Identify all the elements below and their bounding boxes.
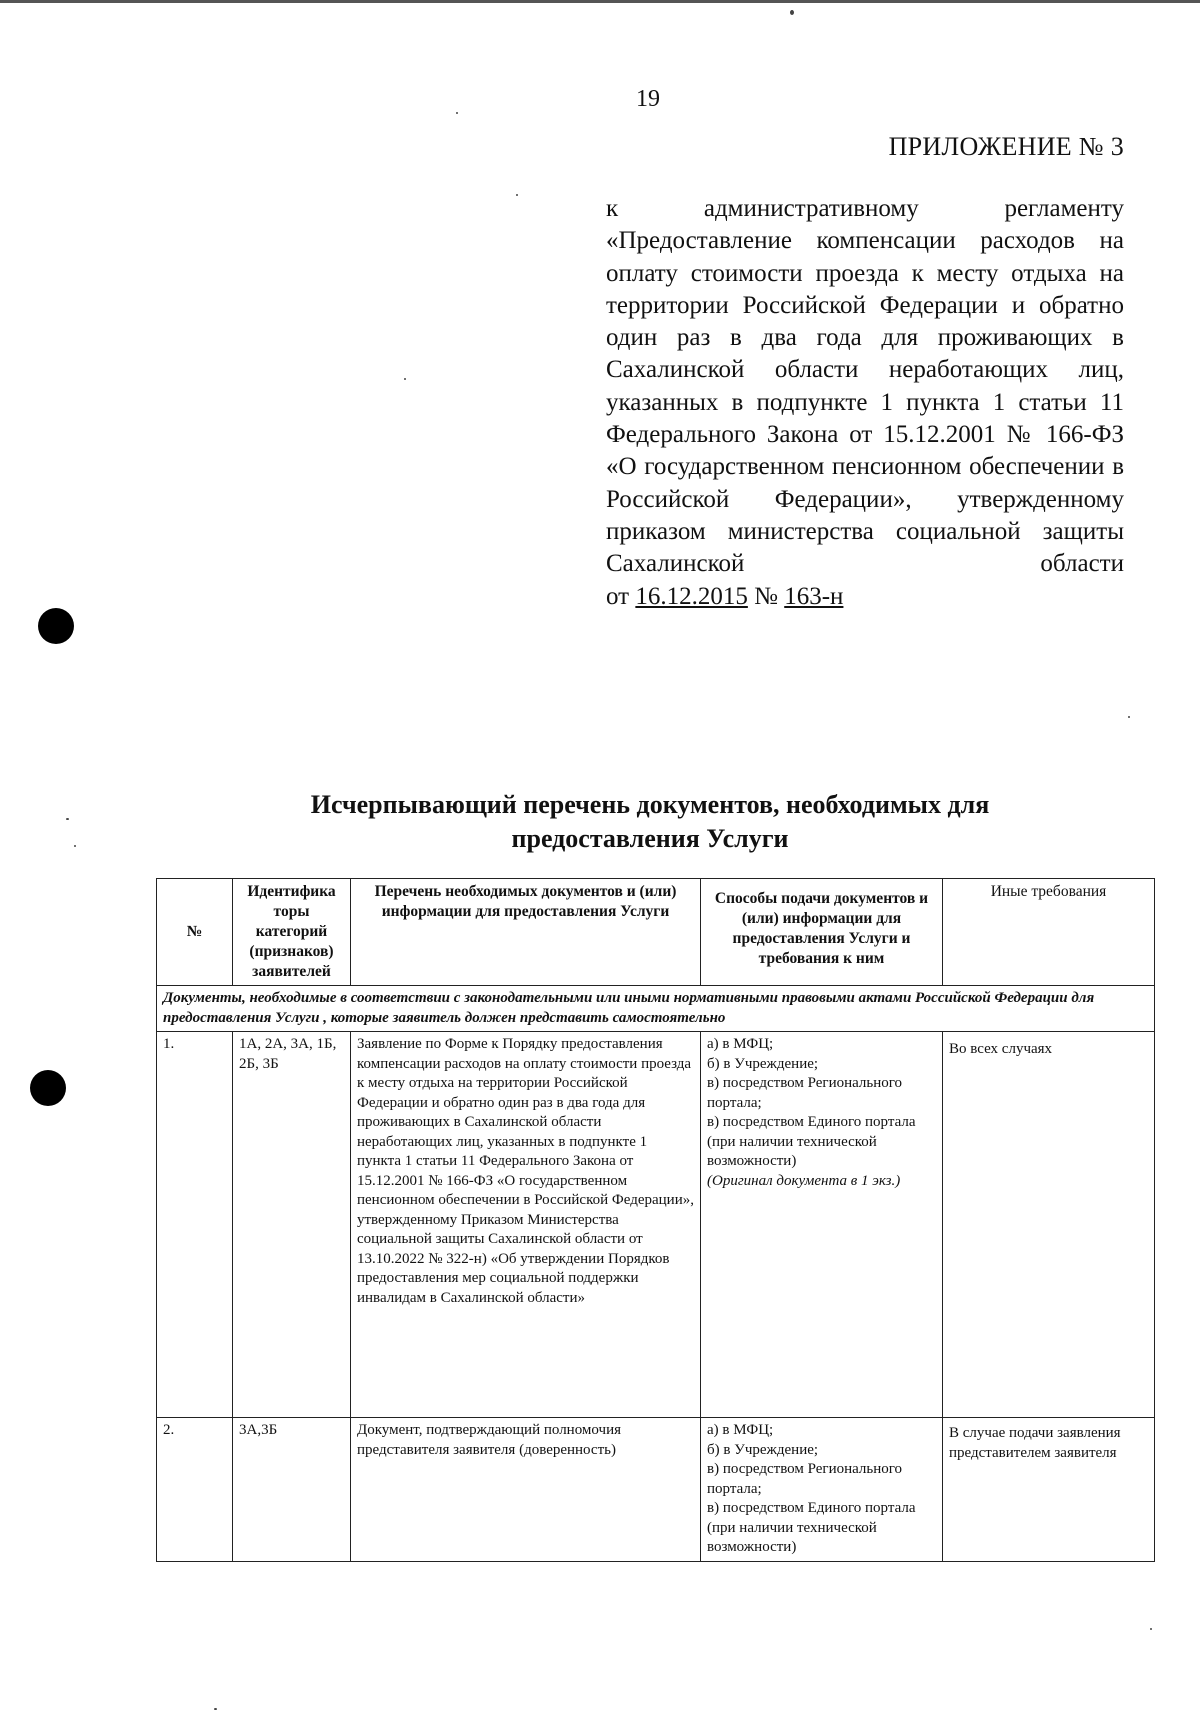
appendix-text [606,193,1124,613]
row-methods [701,1032,943,1418]
approval-date: 16.12.2015 [635,582,748,610]
row-other: Во всех случаях [943,1032,1155,1418]
scan-speck [516,194,518,196]
punch-hole [30,1070,66,1106]
table-header-row [157,879,1155,986]
row-number: 2. [157,1418,233,1562]
page-number: 19 [636,86,660,112]
header-identifiers: Идентифика торы категорий (признаков) заявителей [233,879,351,986]
row-methods-note: (Оригинал документа в 1 экз.) [707,1172,901,1189]
scan-speck [456,112,458,114]
scan-speck [66,818,69,820]
row-identifiers: 1А, 2А, 3А, 1Б, 2Б, 3Б [233,1032,351,1418]
header-methods: Способы подачи документов и (или) информации для предоставления Услуги и требования к ним [701,879,943,986]
header-documents: Перечень необходимых документов и (или) информации для предоставления Услуги [351,879,701,986]
scan-speck [1128,716,1130,718]
appendix-body: к административному регламенту «Предоставление компенсации расходов на оплату стоимости проезда к месту отдыха на территории Российской Федерации и обратно один раз в два года для проживающих в Сахалинской области неработающих лиц, указанных в подпункте 1 пункта 1 статьи 11 Федерального Закона от 15.12.2001 № 166-ФЗ «О государственном пенсионном обеспечении в Российской Федерации», утвержденному приказом министерства социальной защиты Сахалинской области [606,195,1124,578]
table-row [157,1032,1155,1418]
row-other: В случае подачи заявления представителем заявителя [943,1418,1155,1562]
approval-prefix: от [606,582,630,610]
scan-edge-top [0,0,1200,3]
row-methods-list: а) в МФЦ; б) в Учреждение; в) посредством Регионального портала; в) посредством Единого портала (при наличии технической возможности) [707,1036,916,1169]
scan-speck [1150,1628,1152,1630]
approval-line [606,581,1124,613]
row-identifiers: 3А,3Б [233,1418,351,1562]
section-title: Документы, необходимые в соответствии с законодательными или иными нормативными правовыми актами Российской Федерации для предоставления Услуги , которые заявитель должен представить самостоятельно [157,986,1155,1032]
header-other: Иные требования [943,879,1155,986]
table-section-row [157,986,1155,1032]
row-number: 1. [157,1032,233,1418]
row-methods-list: а) в МФЦ; б) в Учреждение; в) посредством Регионального портала; в) посредством Единого портала (при наличии технической возможности) [707,1422,916,1555]
heading-line-1: Исчерпывающий перечень документов, необходимых для [310,790,990,819]
scan-speck [790,10,794,15]
punch-hole [38,608,74,644]
approval-number-sign: № [754,582,778,610]
row-document: Заявление по Форме к Порядку предоставления компенсации расходов на оплату стоимости проезда к месту отдыха на территории Российской Федерации и обратно один раз в два года для проживающих в Сахалинской области неработающих лиц, указанных в подпункте 1 пункта 1 статьи 11 Федерального Закона от 15.12.2001 № 166-ФЗ «О государственном пенсионном обеспечении в Российской Федерации», утвержденному Приказом Министерства социальной защиты Сахалинской области от 13.10.2022 № 322-н) «Об утверждении Порядков предоставления мер социальной поддержки инвалидам в Сахалинской области» [351,1032,701,1418]
appendix-title: ПРИЛОЖЕНИЕ № 3 [888,132,1124,161]
heading-line-2: предоставления Услуги [511,824,789,853]
scan-speck [74,845,76,847]
approval-number: 163-н [784,582,844,610]
row-document: Документ, подтверждающий полномочия представителя заявителя (доверенность) [351,1418,701,1562]
documents-table [156,878,1155,1562]
table-row [157,1418,1155,1562]
scan-speck [214,1708,217,1710]
document-heading [180,788,1120,856]
scan-speck [404,378,406,380]
row-methods [701,1418,943,1562]
header-num: № [157,879,233,986]
